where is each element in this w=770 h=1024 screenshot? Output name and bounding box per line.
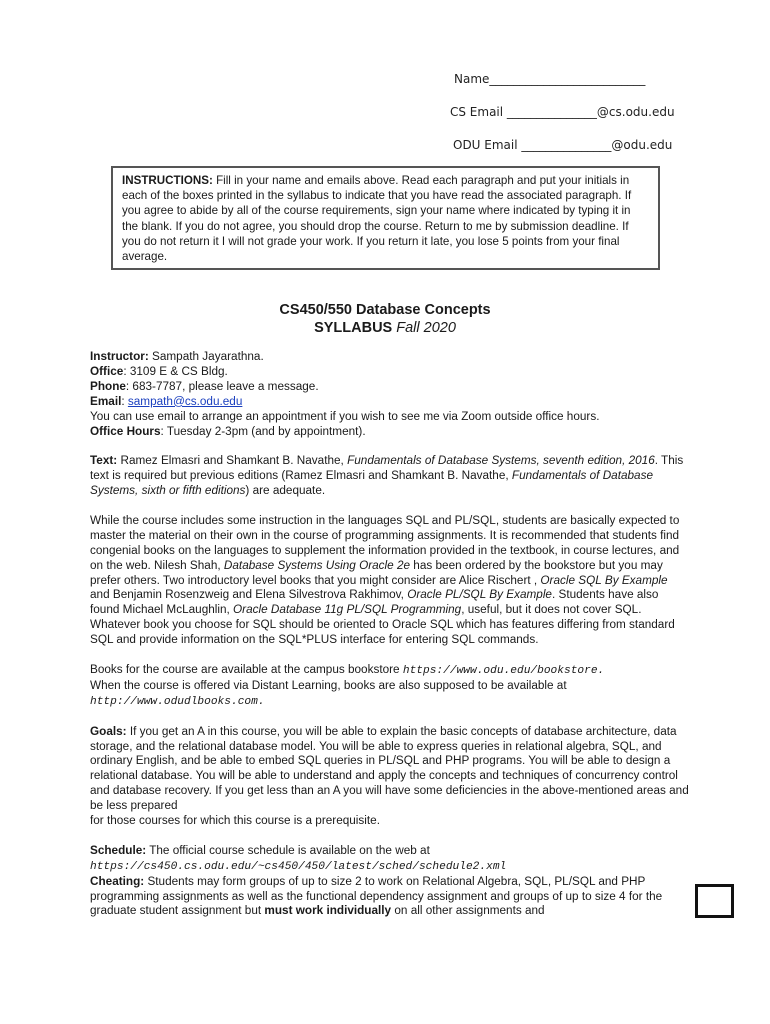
term-label: Fall 2020 [396, 320, 456, 336]
schedule-paragraph: Schedule: The official course schedule is available on the web at [90, 843, 430, 857]
bookstore-url[interactable]: https://www.odu.edu/bookstore. [402, 664, 605, 677]
email-note: You can use email to arrange an appointment if you wish to see me via Zoom outside office hours. [90, 409, 600, 423]
course-title: CS450/550 Database Concepts [279, 302, 491, 318]
languages-paragraph: While the course includes some instruction in the languages SQL and PL/SQL, students are basically expected to master the material on their own in the course of programming assignments. It is recommended that students find congenial books on the languages to supplement the information provided in the textbook, in course lectures, and on the web. Nilesh Shah, Database Systems Using Oracle 2e has been ordered by the bookstore but you may prefer others. Two introductory level books that you might consider are Alice Rischert , Oracle SQL By Example and Benjamin Rosenzweig and Elena Silvestrova Rakhimov, Oracle PL/SQL By Example. Students have also found Michael McLaughlin, Oracle Database 11g PL/SQL Programming, useful, but it does not cover SQL. Whatever book you choose for SQL should be oriented to Oracle SQL which has features differing from standard SQL and provide information on the SQL*PLUS interface for entering SQL commands. [90, 513, 680, 647]
instructor-line: Instructor: Sampath Jayarathna. [90, 350, 264, 363]
textbook-paragraph: Text: Ramez Elmasri and Shamkant B. Navathe, Fundamentals of Database Systems, seventh edition, 2016. This text is required but previous editions (Ramez Elmasri and Shamkant B. Navathe, Fundamentals of Database Systems, sixth or fifth editions) are adequate. [90, 454, 684, 498]
goals-paragraph: Goals: If you get an A in this course, you will be able to explain the basic concepts of database architecture, data storage, and the relational database model. You will be able to express queries in relational algebra, SQL, and ordinary English, and be able to embed SQL queries in PL/SQL and PHP programs. You will be able to design a relational database. You will be able to understand and apply the concepts and techniques of concurrency control and database recovery. If you get less than an A you will have some deficiencies in the above-mentioned areas and be less prepared [90, 724, 689, 813]
distance-learning-line: When the course is offered via Distant Learning, books are also supposed to be available at [90, 678, 567, 692]
cheating-paragraph: Cheating: Students may form groups of up to size 2 to work on Relational Algebra, SQL, PL/SQL and PHP programming assignments as well as the functional dependency assignment and groups of up to size 4 for the graduate student assignment but must work individually on all other assignments and [90, 874, 663, 918]
initials-box[interactable] [695, 884, 734, 918]
goals-continuation: for those courses for which this course is a prerequisite. [90, 814, 380, 828]
instructions-label: INSTRUCTIONS: [122, 174, 213, 187]
schedule-url-line [90, 859, 690, 875]
syllabus-heading [0, 320, 770, 336]
syllabus-label: SYLLABUS [314, 320, 393, 336]
name-field[interactable]: Name__________________________ [454, 72, 646, 86]
syllabus-body [90, 350, 690, 919]
instructions-text: Fill in your name and emails above. Read each paragraph and put your initials in each of the boxes printed in the syllabus to indicate that you have read the associated paragraph. If you agree to abide by all of the course requirements, sign your name where indicated by typing it in the blank. If you do not agree, you should drop the course. Return to me by submission deadline. If you do not return it I will not grade your work. If you return it late, you lose 5 points from your final average. [122, 174, 632, 264]
schedule-url[interactable]: https://cs450.cs.odu.edu/~cs450/450/latest/sched/schedule2.xml [90, 860, 507, 873]
phone-line: Phone: 683-7787, please leave a message. [90, 379, 319, 393]
odudl-url-line [90, 694, 690, 710]
office-hours-line: Office Hours: Tuesday 2-3pm (and by appointment). [90, 424, 366, 438]
cs-email-field[interactable]: CS Email _______________@cs.odu.edu [450, 105, 675, 119]
odudlbooks-url[interactable]: http://www.odudlbooks.com. [90, 695, 265, 708]
instructor-email-link[interactable]: sampath@cs.odu.edu [127, 394, 243, 408]
student-info-fields [440, 70, 690, 169]
instructions-box [111, 166, 660, 270]
office-line: Office: 3109 E & CS Bldg. [90, 364, 228, 378]
odu-email-field[interactable]: ODU Email _______________@odu.edu [453, 138, 673, 152]
email-line: Email: sampath@cs.odu.edu [90, 394, 243, 408]
books-paragraph: Books for the course are available at the campus bookstore https://www.odu.edu/bookstore. [90, 662, 605, 677]
